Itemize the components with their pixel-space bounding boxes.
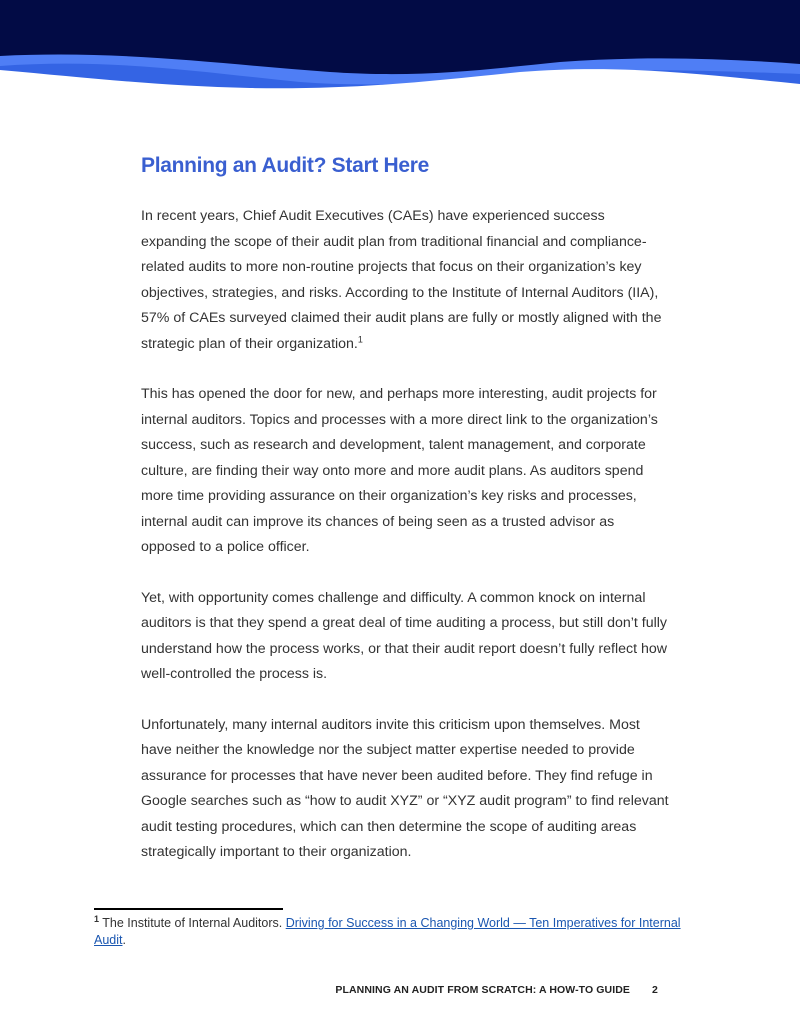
footnote-source-link[interactable]: Driving for Success in a Changing World — Ten Imperatives for Internal Audit [94,916,681,947]
footnote-prefix: The Institute of Internal Auditors. [102,916,286,930]
paragraph-4: Unfortunately, many internal auditors invite this criticism upon themselves. Most have neither the knowledge nor the subject matter expertise needed to provide assurance for processes that have never been audited before. They find refuge in Google searches such as “how to audit XYZ” or “XYZ audit program” to find relevant audit testing procedures, which can then determine the scope of auditing areas strategically important to their organization. [141,716,669,860]
footnote-marker: 1 [94,913,100,924]
footer-running-title: PLANNING AN AUDIT FROM SCRATCH: A HOW-TO GUIDE [335,984,631,996]
paragraph-1 [141,204,671,357]
footnote [94,915,714,949]
paragraph-2: This has opened the door for new, and perhaps more interesting, audit projects for internal auditors. Topics and processes with a more direct link to the organization’s success, such as research and development, talent management, and corporate culture, are finding their way onto more and more audit plans. As auditors spend more time providing assurance on their organization’s key risks and processes, internal audit can improve its chances of being seen as a trusted advisor as opposed to a police officer. [141,386,658,555]
footnote-suffix: . [122,933,126,947]
page-title: Planning an Audit? Start Here [141,154,430,177]
page-footer [335,984,658,996]
paragraph-3: Yet, with opportunity comes challenge and difficulty. A common knock on internal auditors is that they spend a great deal of time auditing a process, but still don’t fully understand how the process works, or that their audit report doesn’t fully reflect how well-controlled the process is. [141,589,668,682]
paragraph-1-text: In recent years, Chief Audit Executives (CAEs) have experienced success expanding the scope of their audit plan from traditional financial and compliance-related audits to more non-routine projects that focus on their organization’s key objectives, strategies, and risks. According to the Institute of Internal Auditors (IIA), 57% of CAEs surveyed claimed their audit plans are fully or mostly aligned with the strategic plan of their organization. [141,208,662,352]
header-wave-banner [0,0,800,100]
footnote-reference[interactable]: 1 [357,333,363,344]
body-text [141,204,671,891]
footnote-divider [94,908,283,910]
page-number: 2 [652,984,658,996]
